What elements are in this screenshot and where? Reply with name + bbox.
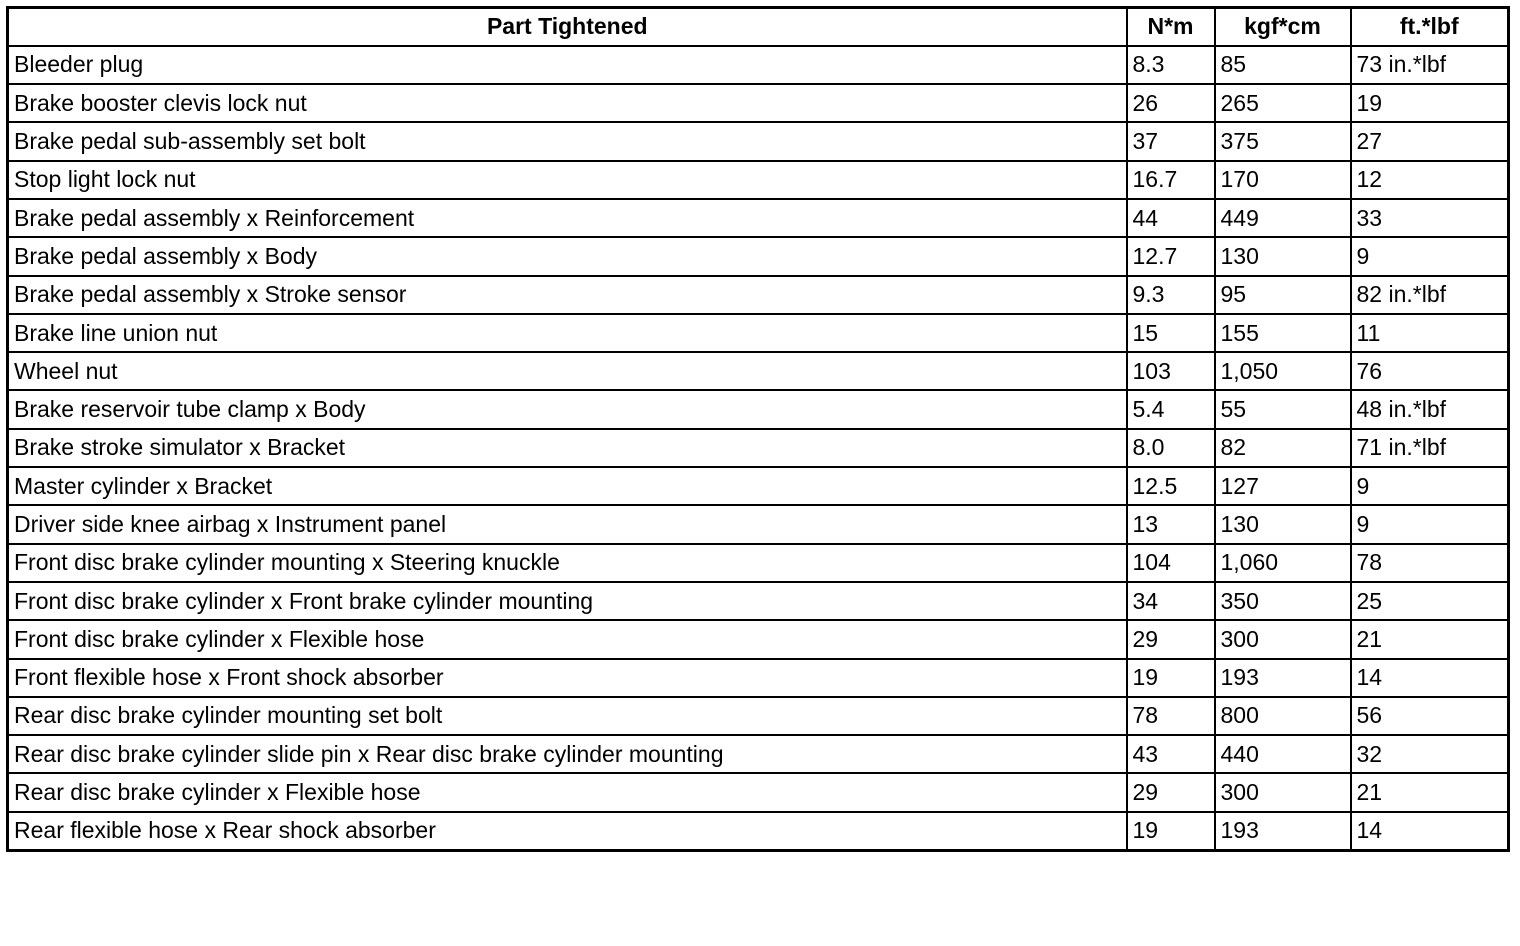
cell-ft-lbf: 19 (1351, 84, 1509, 122)
cell-ft-lbf: 48 in.*lbf (1351, 390, 1509, 428)
cell-part-tightened: Rear disc brake cylinder x Flexible hose (8, 773, 1127, 811)
cell-nm: 29 (1127, 620, 1215, 658)
cell-kgf-cm: 127 (1215, 467, 1351, 505)
header-nm: N*m (1127, 8, 1215, 46)
cell-kgf-cm: 300 (1215, 773, 1351, 811)
cell-nm: 43 (1127, 735, 1215, 773)
cell-ft-lbf: 76 (1351, 352, 1509, 390)
cell-kgf-cm: 55 (1215, 390, 1351, 428)
table-row (8, 276, 1509, 314)
cell-nm: 29 (1127, 773, 1215, 811)
cell-ft-lbf: 27 (1351, 122, 1509, 160)
cell-kgf-cm: 375 (1215, 122, 1351, 160)
table-row (8, 390, 1509, 428)
cell-kgf-cm: 170 (1215, 161, 1351, 199)
cell-kgf-cm: 449 (1215, 199, 1351, 237)
cell-nm: 37 (1127, 122, 1215, 160)
cell-kgf-cm: 265 (1215, 84, 1351, 122)
cell-nm: 78 (1127, 697, 1215, 735)
cell-part-tightened: Brake reservoir tube clamp x Body (8, 390, 1127, 428)
cell-ft-lbf: 14 (1351, 812, 1509, 850)
cell-ft-lbf: 21 (1351, 773, 1509, 811)
cell-ft-lbf: 11 (1351, 314, 1509, 352)
header-kgf-cm: kgf*cm (1215, 8, 1351, 46)
cell-nm: 8.3 (1127, 46, 1215, 84)
cell-part-tightened: Rear disc brake cylinder mounting set bolt (8, 697, 1127, 735)
cell-nm: 103 (1127, 352, 1215, 390)
table-row (8, 659, 1509, 697)
cell-nm: 104 (1127, 544, 1215, 582)
cell-ft-lbf: 56 (1351, 697, 1509, 735)
table-row (8, 429, 1509, 467)
cell-ft-lbf: 82 in.*lbf (1351, 276, 1509, 314)
torque-spec-table (6, 6, 1510, 852)
cell-nm: 5.4 (1127, 390, 1215, 428)
cell-part-tightened: Front disc brake cylinder x Front brake cylinder mounting (8, 582, 1127, 620)
cell-part-tightened: Brake pedal sub-assembly set bolt (8, 122, 1127, 160)
header-part-tightened: Part Tightened (8, 8, 1127, 46)
table-row (8, 620, 1509, 658)
cell-nm: 12.7 (1127, 237, 1215, 275)
cell-part-tightened: Brake pedal assembly x Stroke sensor (8, 276, 1127, 314)
table-row (8, 199, 1509, 237)
table-row (8, 84, 1509, 122)
cell-part-tightened: Front disc brake cylinder x Flexible hose (8, 620, 1127, 658)
cell-nm: 19 (1127, 812, 1215, 850)
cell-part-tightened: Stop light lock nut (8, 161, 1127, 199)
cell-part-tightened: Wheel nut (8, 352, 1127, 390)
cell-nm: 19 (1127, 659, 1215, 697)
cell-ft-lbf: 25 (1351, 582, 1509, 620)
cell-kgf-cm: 193 (1215, 659, 1351, 697)
cell-ft-lbf: 9 (1351, 467, 1509, 505)
cell-part-tightened: Bleeder plug (8, 46, 1127, 84)
cell-nm: 26 (1127, 84, 1215, 122)
cell-kgf-cm: 82 (1215, 429, 1351, 467)
cell-ft-lbf: 33 (1351, 199, 1509, 237)
cell-kgf-cm: 1,060 (1215, 544, 1351, 582)
cell-kgf-cm: 85 (1215, 46, 1351, 84)
table-row (8, 735, 1509, 773)
cell-kgf-cm: 130 (1215, 505, 1351, 543)
cell-ft-lbf: 21 (1351, 620, 1509, 658)
cell-part-tightened: Driver side knee airbag x Instrument panel (8, 505, 1127, 543)
table-body (8, 46, 1509, 850)
table-row (8, 352, 1509, 390)
cell-nm: 34 (1127, 582, 1215, 620)
cell-part-tightened: Front flexible hose x Front shock absorber (8, 659, 1127, 697)
table-row (8, 697, 1509, 735)
cell-nm: 13 (1127, 505, 1215, 543)
cell-ft-lbf: 71 in.*lbf (1351, 429, 1509, 467)
cell-nm: 15 (1127, 314, 1215, 352)
table-row (8, 812, 1509, 850)
cell-part-tightened: Brake stroke simulator x Bracket (8, 429, 1127, 467)
table-row (8, 505, 1509, 543)
table-row (8, 122, 1509, 160)
header-ft-lbf: ft.*lbf (1351, 8, 1509, 46)
cell-nm: 16.7 (1127, 161, 1215, 199)
cell-kgf-cm: 800 (1215, 697, 1351, 735)
cell-kgf-cm: 1,050 (1215, 352, 1351, 390)
cell-nm: 9.3 (1127, 276, 1215, 314)
cell-nm: 12.5 (1127, 467, 1215, 505)
table-row (8, 314, 1509, 352)
table-row (8, 582, 1509, 620)
cell-part-tightened: Master cylinder x Bracket (8, 467, 1127, 505)
cell-nm: 8.0 (1127, 429, 1215, 467)
cell-kgf-cm: 440 (1215, 735, 1351, 773)
cell-kgf-cm: 350 (1215, 582, 1351, 620)
cell-part-tightened: Brake booster clevis lock nut (8, 84, 1127, 122)
cell-ft-lbf: 12 (1351, 161, 1509, 199)
cell-ft-lbf: 32 (1351, 735, 1509, 773)
table-row (8, 237, 1509, 275)
cell-part-tightened: Rear flexible hose x Rear shock absorber (8, 812, 1127, 850)
table-header-row (8, 8, 1509, 46)
cell-part-tightened: Rear disc brake cylinder slide pin x Rear disc brake cylinder mounting (8, 735, 1127, 773)
cell-ft-lbf: 9 (1351, 237, 1509, 275)
cell-part-tightened: Front disc brake cylinder mounting x Steering knuckle (8, 544, 1127, 582)
cell-kgf-cm: 95 (1215, 276, 1351, 314)
cell-part-tightened: Brake pedal assembly x Body (8, 237, 1127, 275)
cell-kgf-cm: 155 (1215, 314, 1351, 352)
table-row (8, 773, 1509, 811)
cell-part-tightened: Brake line union nut (8, 314, 1127, 352)
cell-part-tightened: Brake pedal assembly x Reinforcement (8, 199, 1127, 237)
table-row (8, 161, 1509, 199)
cell-kgf-cm: 130 (1215, 237, 1351, 275)
cell-nm: 44 (1127, 199, 1215, 237)
cell-kgf-cm: 193 (1215, 812, 1351, 850)
table-row (8, 46, 1509, 84)
cell-ft-lbf: 9 (1351, 505, 1509, 543)
table-row (8, 544, 1509, 582)
cell-ft-lbf: 14 (1351, 659, 1509, 697)
cell-ft-lbf: 78 (1351, 544, 1509, 582)
table-row (8, 467, 1509, 505)
cell-ft-lbf: 73 in.*lbf (1351, 46, 1509, 84)
cell-kgf-cm: 300 (1215, 620, 1351, 658)
